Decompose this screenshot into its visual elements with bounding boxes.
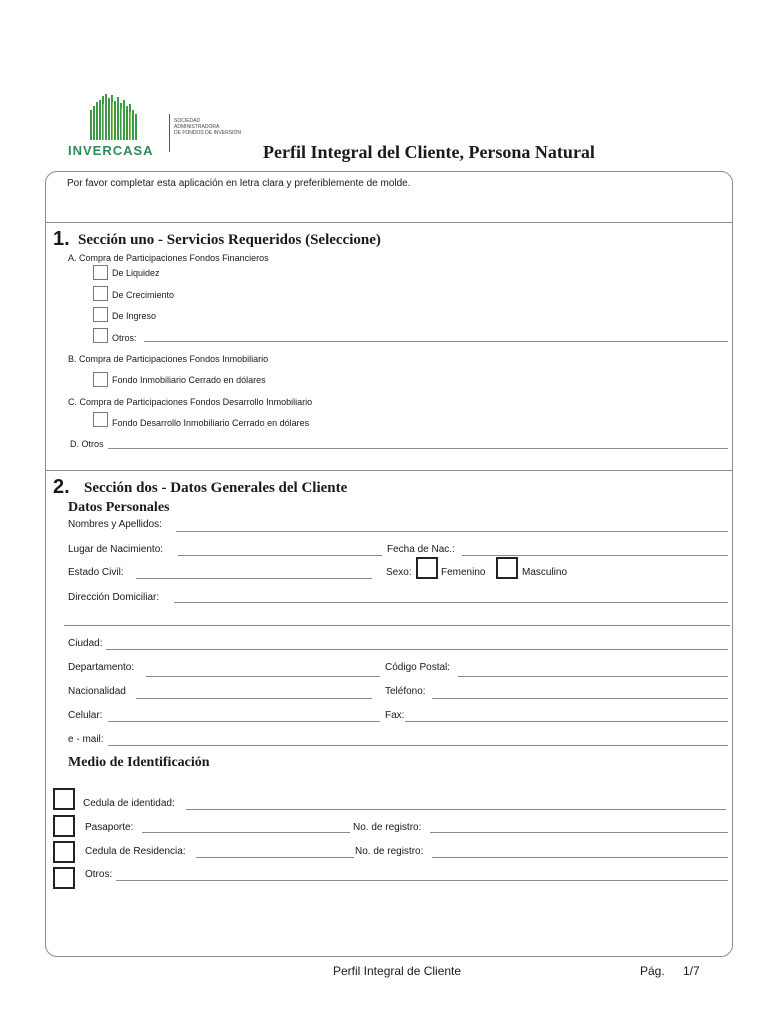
section2-title: Sección dos - Datos Generales del Cliente	[84, 480, 348, 496]
section1-a-label: A. Compra de Participaciones Fondos Financieros	[68, 253, 269, 263]
label-celular: Celular:	[68, 710, 103, 721]
checkbox-ingreso[interactable]	[93, 307, 108, 322]
label-codigo-postal: Código Postal:	[385, 662, 451, 673]
label-departamento: Departamento:	[68, 662, 135, 673]
label-sexo: Sexo:	[386, 567, 412, 578]
intro-text: Por favor completar esta aplicación en letra clara y preferiblemente de molde.	[67, 178, 411, 189]
input-otros-id[interactable]	[116, 880, 728, 881]
checkbox-fondo-inmobiliario[interactable]	[93, 372, 108, 387]
section1-d-label: D. Otros	[70, 439, 104, 449]
label-otros-id: Otros:	[85, 869, 113, 880]
label-pasaporte: Pasaporte:	[85, 822, 134, 833]
label-femenino: Femenino	[441, 567, 486, 578]
logo-divider	[169, 114, 170, 152]
label-liquidez: De Liquidez	[112, 268, 160, 278]
checkbox-otros-id[interactable]	[53, 867, 75, 889]
label-estado-civil: Estado Civil:	[68, 567, 124, 578]
label-email: e - mail:	[68, 734, 104, 745]
input-pasaporte[interactable]	[142, 832, 350, 833]
footer-page-label: Pág.	[640, 964, 665, 978]
label-lugar-nacimiento: Lugar de Nacimiento:	[68, 544, 164, 555]
section2-number: 2.	[53, 476, 70, 498]
label-otros-financieros: Otros:	[112, 333, 137, 343]
label-telefono: Teléfono:	[385, 686, 426, 697]
label-registro-residencia: No. de registro:	[355, 846, 424, 857]
checkbox-masculino[interactable]	[496, 557, 518, 579]
input-fax[interactable]	[405, 721, 728, 722]
input-ciudad[interactable]	[106, 649, 728, 650]
section1-c-label: C. Compra de Participaciones Fondos Desarrollo Inmobiliario	[68, 397, 313, 407]
checkbox-otros-financieros[interactable]	[93, 328, 108, 343]
divider-intro	[46, 222, 732, 223]
buildings-icon	[68, 92, 168, 142]
label-residencia: Cedula de Residencia:	[85, 846, 186, 857]
checkbox-pasaporte[interactable]	[53, 815, 75, 837]
label-fondo-desarrollo: Fondo Desarrollo Inmobiliario Cerrado en dólares	[112, 418, 310, 428]
label-registro-pasaporte: No. de registro:	[353, 822, 422, 833]
checkbox-cedula[interactable]	[53, 788, 75, 810]
input-departamento[interactable]	[146, 676, 380, 677]
page-title: Perfil Integral del Cliente, Persona Natural	[263, 142, 595, 162]
input-direccion-line2[interactable]	[64, 625, 730, 626]
label-nombres: Nombres y Apellidos:	[68, 519, 162, 530]
input-estado-civil[interactable]	[136, 578, 372, 579]
identification-heading: Medio de Identificación	[68, 755, 210, 770]
input-email[interactable]	[108, 745, 728, 746]
label-fecha-nacimiento: Fecha de Nac.:	[387, 544, 455, 555]
label-direccion: Dirección Domiciliar:	[68, 592, 160, 603]
brand-name: INVERCASA	[68, 143, 154, 158]
invercasa-logo	[68, 92, 168, 158]
input-nacionalidad[interactable]	[136, 698, 372, 699]
checkbox-crecimiento[interactable]	[93, 286, 108, 301]
input-d-otros[interactable]	[108, 448, 728, 449]
section1-title: Sección uno - Servicios Requeridos (Seleccione)	[78, 232, 381, 248]
checkbox-liquidez[interactable]	[93, 265, 108, 280]
input-celular[interactable]	[108, 721, 380, 722]
input-registro-residencia[interactable]	[432, 857, 728, 858]
input-residencia[interactable]	[196, 857, 354, 858]
section1-number: 1.	[53, 228, 70, 250]
checkbox-fondo-desarrollo[interactable]	[93, 412, 108, 427]
input-lugar-nacimiento[interactable]	[178, 555, 382, 556]
section1-b-label: B. Compra de Participaciones Fondos Inmobiliario	[68, 354, 269, 364]
input-nombres[interactable]	[176, 531, 728, 532]
input-telefono[interactable]	[432, 698, 728, 699]
label-nacionalidad: Nacionalidad	[68, 686, 126, 697]
input-codigo-postal[interactable]	[458, 676, 728, 677]
label-ingreso: De Ingreso	[112, 311, 157, 321]
label-fondo-inmobiliario: Fondo Inmobiliario Cerrado en dólares	[112, 375, 266, 385]
checkbox-residencia[interactable]	[53, 841, 75, 863]
brand-tagline: SOCIEDAD ADMINISTRADORA DE FONDOS DE INVERSIÓN	[174, 118, 241, 136]
input-fecha-nacimiento[interactable]	[462, 555, 728, 556]
personal-data-heading: Datos Personales	[68, 500, 170, 515]
label-ciudad: Ciudad:	[68, 638, 103, 649]
label-cedula: Cedula de identidad:	[83, 798, 175, 809]
divider-section1	[46, 470, 732, 471]
label-crecimiento: De Crecimiento	[112, 290, 175, 300]
checkbox-femenino[interactable]	[416, 557, 438, 579]
label-masculino: Masculino	[522, 567, 568, 578]
footer-page-number: 1/7	[683, 964, 700, 978]
input-registro-pasaporte[interactable]	[430, 832, 728, 833]
input-otros-financieros[interactable]	[144, 341, 728, 342]
footer-title: Perfil Integral de Cliente	[333, 964, 462, 978]
label-fax: Fax:	[385, 710, 405, 721]
input-direccion[interactable]	[174, 602, 728, 603]
input-cedula[interactable]	[186, 809, 726, 810]
